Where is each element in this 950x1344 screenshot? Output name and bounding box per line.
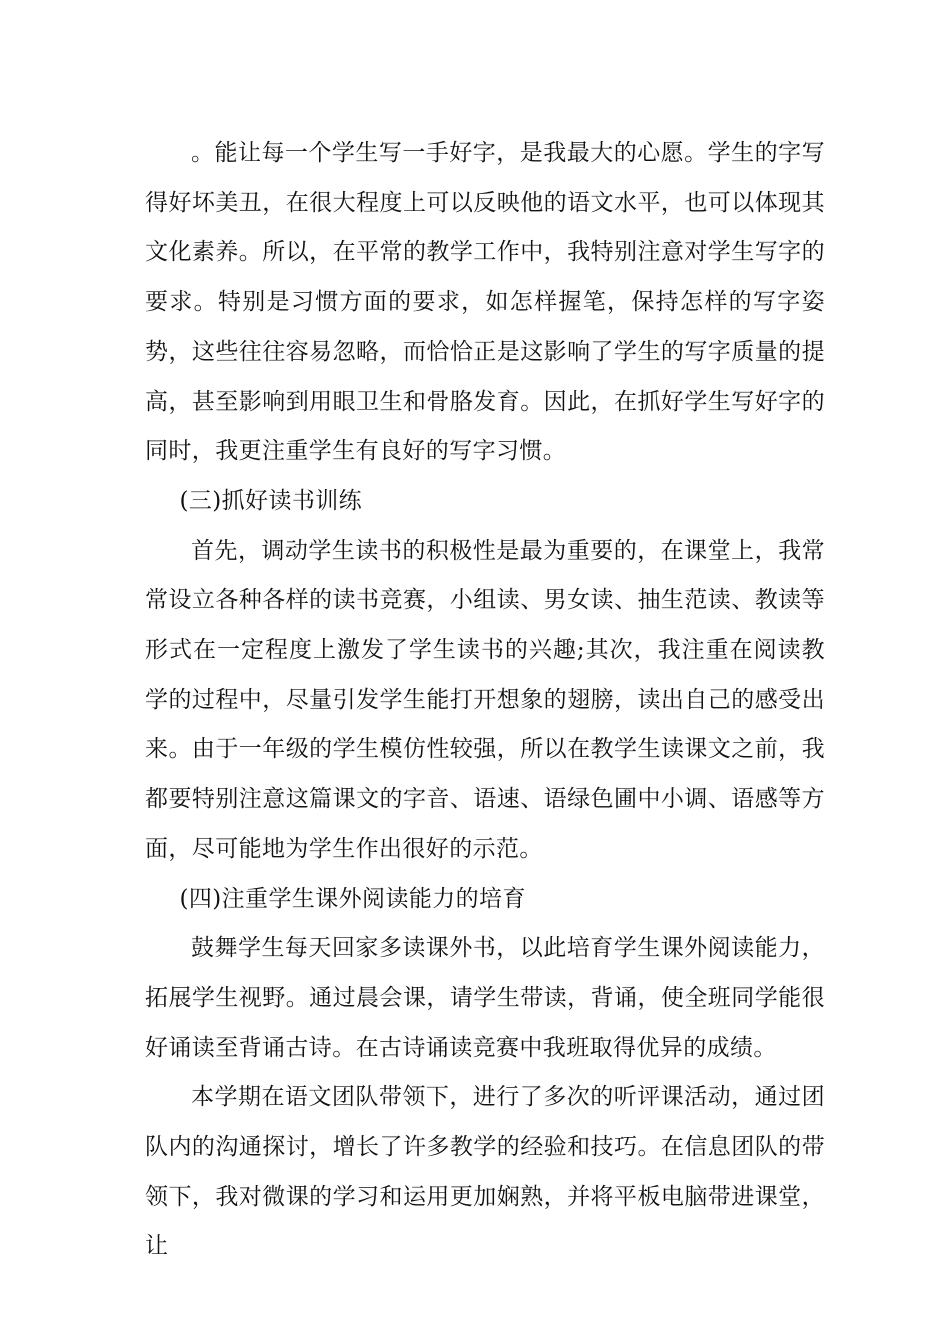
section-heading-extracurricular-reading: (四)注重学生课外阅读能力的培育 [179, 885, 526, 912]
paragraph-team-activities: 本学期在语文团队带领下，进行了多次的听评课活动，通过团队内的沟通探讨，增长了许多教学的经验和技巧。在信息团队的带领下，我对微课的学习和运用更加娴熟，并将平板电脑带进课堂，让 [145, 1084, 825, 1260]
section-heading-reading-training: (三)抓好读书训练 [179, 487, 363, 514]
paragraph-reading-training: 首先，调动学生读书的积极性是最为重要的，在课堂上，我常常设立各种各样的读书竞赛，小组读、男女读、抽生范读、教读等形式在一定程度上激发了学生读书的兴趣;其次，我注重在阅读教学的过程中，尽量引发学生能打开想象的翅膀，读出自己的感受出来。由于一年级的学生模仿性较强，所以在教学生读课文之前，我都要特别注意这篇课文的字音、语速、语绿色圃中小调、语感等方面，尽可能地为学生作出很好的示范。 [145, 537, 825, 862]
paragraph-handwriting: 。能让每一个学生写一手好字，是我最大的心愿。学生的字写得好坏美丑，在很大程度上可以反映他的语文水平，也可以体现其文化素养。所以，在平常的教学工作中，我特别注意对学生写字的要求。特别是习惯方面的要求，如怎样握笔，保持怎样的写字姿势，这些往往容易忽略，而恰恰正是这影响了学生的写字质量的提高，甚至影响到用眼卫生和骨胳发育。因此，在抓好学生写好字的同时，我更注重学生有良好的写字习惯。 [145, 140, 825, 465]
paragraph-extracurricular-reading: 鼓舞学生每天回家多读课外书，以此培育学生课外阅读能力，拓展学生视野。通过晨会课，请学生带读，背诵，使全班同学能很好诵读至背诵古诗。在古诗诵读竞赛中我班取得优异的成绩。 [145, 935, 825, 1061]
document-body [145, 129, 825, 1272]
